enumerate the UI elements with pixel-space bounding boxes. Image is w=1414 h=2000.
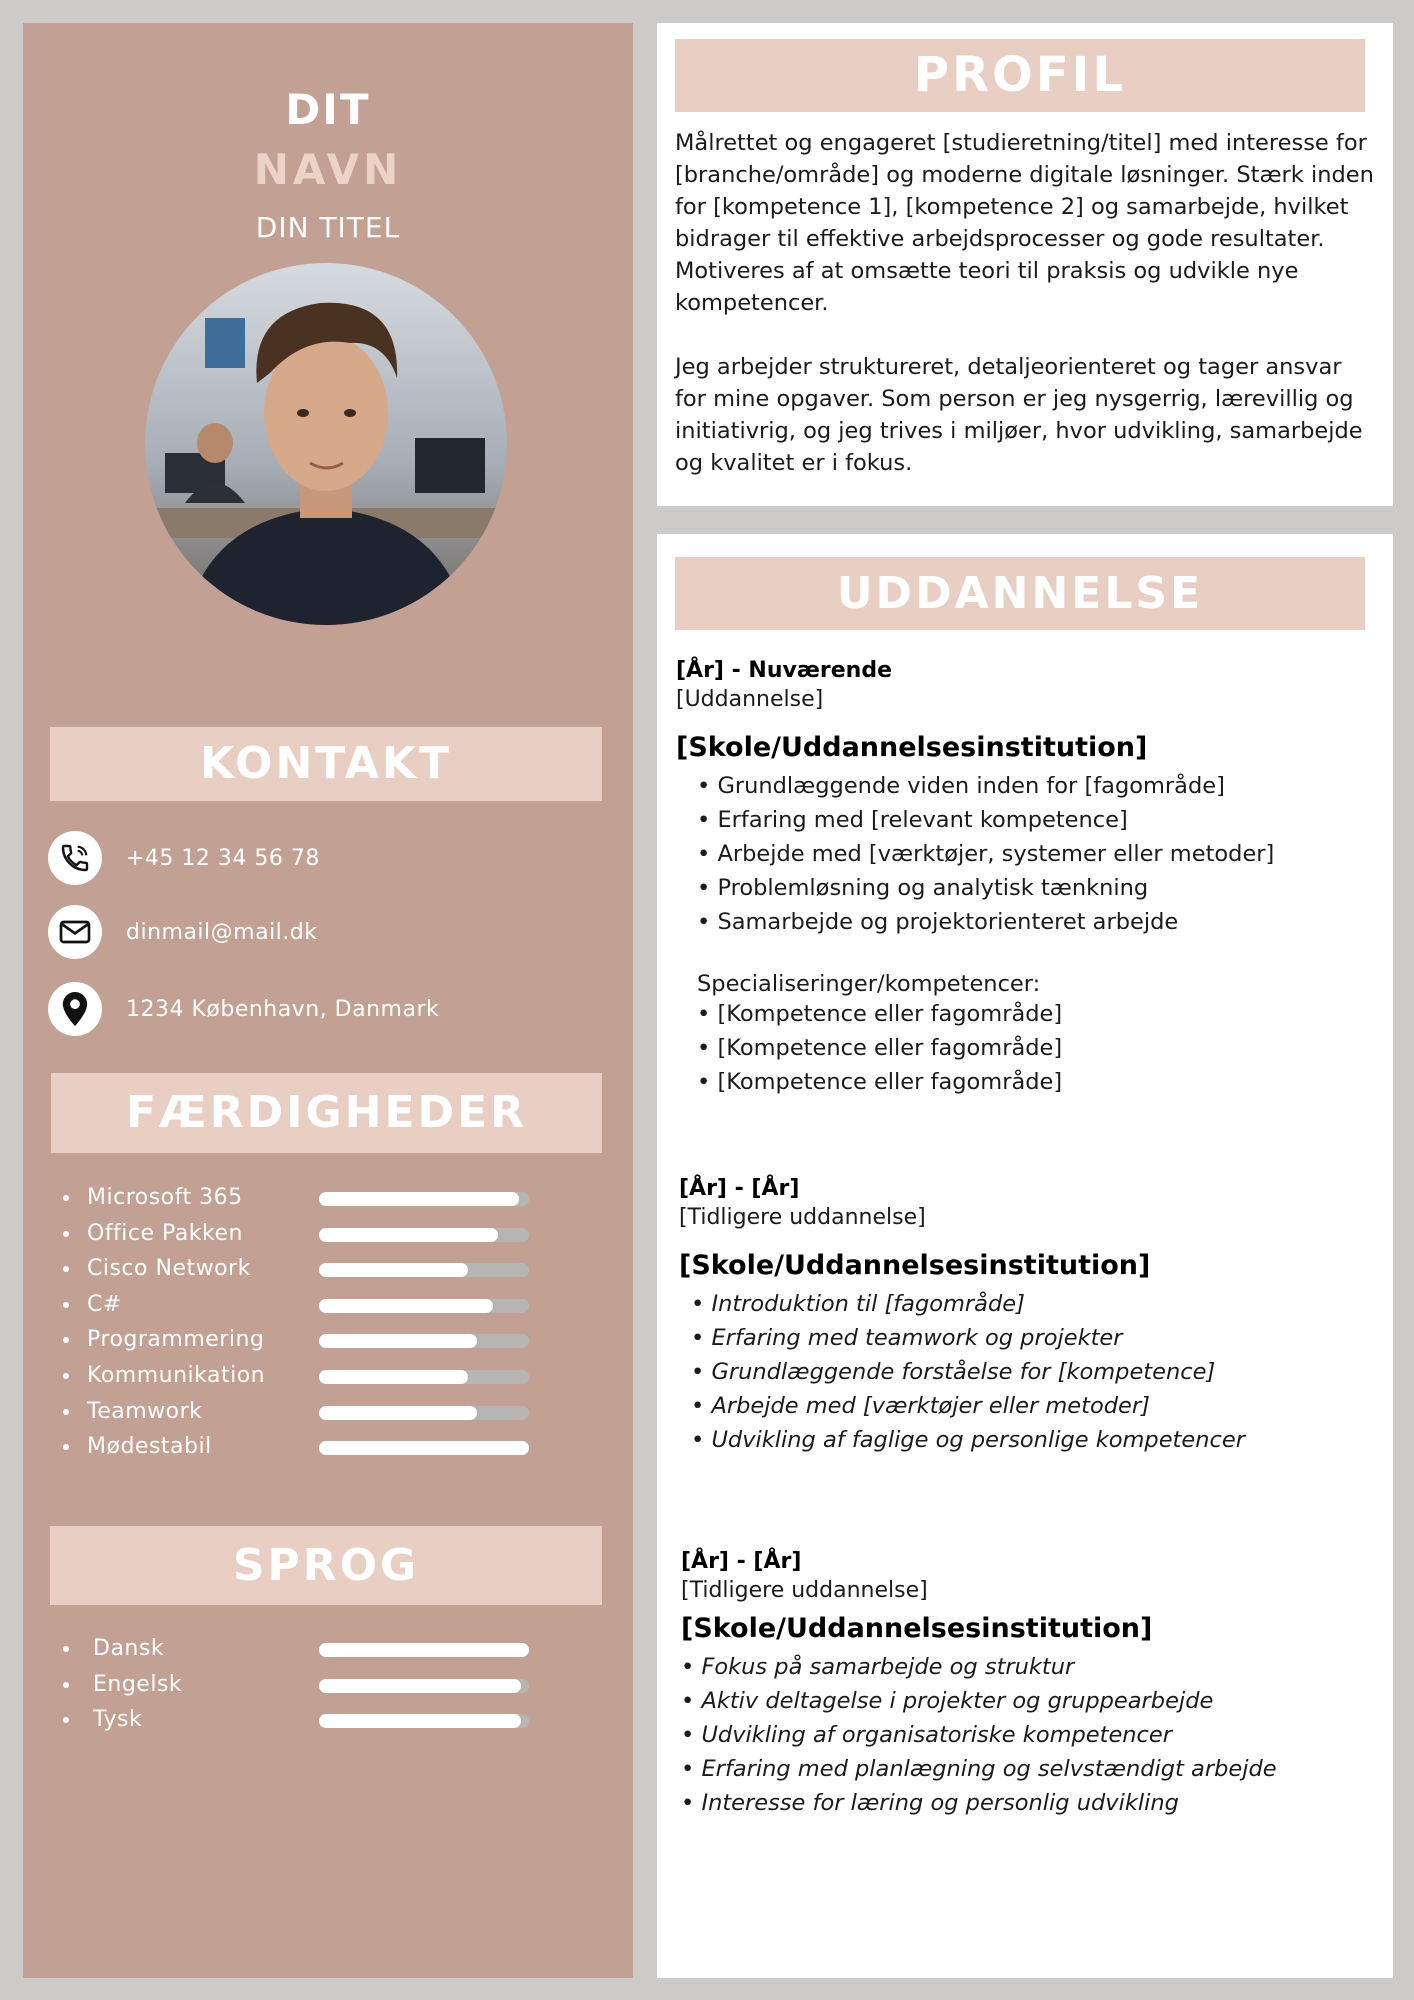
- language-row: [63, 1634, 543, 1664]
- list-item: • Samarbejde og projektorienteret arbejde: [697, 905, 1376, 939]
- skill-level-bar: [319, 1228, 529, 1242]
- list-item: • Grundlæggende viden inden for [fagområde]: [697, 769, 1376, 803]
- bullet-dot: [63, 1266, 69, 1272]
- profile-paragraph-2: Jeg arbejder struktureret, detaljeorienteret og tager ansvar for mine opgaver. Som person er jeg nysgerrig, lærevillig og initiativrig, og jeg trives i miljøer, hvor udvikling, samarbejde og kvalitet er i fokus.: [675, 354, 1363, 476]
- first-name: DIT: [285, 85, 371, 134]
- skill-label: Office Pakken: [87, 1220, 243, 1246]
- education-program: [Uddannelse]: [676, 687, 824, 712]
- skill-label: C#: [87, 1291, 122, 1317]
- list-item: • Erfaring med [relevant kompetence]: [697, 803, 1376, 837]
- skill-label: Programmering: [87, 1327, 265, 1353]
- list-item: • Fokus på samarbejde og struktur: [681, 1650, 1381, 1684]
- contact-phone-text: +45 12 34 56 78: [126, 845, 320, 871]
- language-level-bar: [319, 1714, 529, 1728]
- bullet-dot: [63, 1195, 69, 1201]
- skill-level-bar: [319, 1263, 529, 1277]
- contact-heading-band: [50, 727, 602, 801]
- language-level-bar: [319, 1679, 529, 1693]
- education-school: [Skole/Uddannelsesinstitution]: [676, 732, 1148, 763]
- language-level-fill: [319, 1643, 529, 1657]
- skill-label: Microsoft 365: [87, 1185, 243, 1210]
- skill-level-fill: [319, 1370, 468, 1384]
- language-label: Engelsk: [93, 1671, 183, 1697]
- skill-row: [63, 1254, 543, 1284]
- education-date: [År] - [År]: [681, 1549, 802, 1574]
- skill-row: [63, 1397, 543, 1427]
- contact-phone: [48, 830, 320, 886]
- bullet-dot: [63, 1646, 69, 1652]
- skill-row: [63, 1361, 543, 1391]
- list-item: • Problemløsning og analytisk tænkning: [697, 871, 1376, 905]
- profile-photo: [145, 263, 507, 625]
- skill-level-bar: [319, 1192, 529, 1206]
- skill-label: Mødestabil: [87, 1434, 212, 1460]
- contact-heading: KONTAKT: [199, 738, 453, 789]
- skill-level-fill: [319, 1299, 493, 1313]
- education-heading-band: [675, 557, 1365, 630]
- education-heading: UDDANNELSE: [836, 568, 1204, 619]
- education-date: [År] - Nuværende: [676, 658, 893, 683]
- bullet-dot: [63, 1682, 69, 1688]
- language-level-bar: [319, 1643, 529, 1657]
- bullet-dot: [63, 1302, 69, 1308]
- language-row: [63, 1670, 543, 1700]
- skill-level-fill: [319, 1228, 498, 1242]
- list-item: • Erfaring med teamwork og projekter: [691, 1321, 1379, 1355]
- bullet-dot: [63, 1717, 69, 1723]
- list-item: • Arbejde med [værktøjer eller metoder]: [691, 1389, 1379, 1423]
- skills-heading: FÆRDIGHEDER: [125, 1087, 528, 1138]
- skill-level-fill: [319, 1441, 529, 1455]
- language-label: Dansk: [93, 1636, 165, 1661]
- language-label: Tysk: [93, 1707, 143, 1733]
- specialization-bullets: [697, 997, 1376, 1099]
- last-name: NAVN: [253, 145, 403, 194]
- mail-icon: [48, 905, 102, 959]
- education-entry: [679, 1176, 1379, 1457]
- skills-heading-band: [51, 1073, 602, 1153]
- sidebar: [23, 23, 633, 1978]
- bullet-dot: [63, 1409, 69, 1415]
- skill-level-bar: [319, 1441, 529, 1455]
- skill-level-bar: [319, 1334, 529, 1348]
- job-title: DIN TITEL: [255, 211, 401, 244]
- list-item: • Udvikling af faglige og personlige kompetencer: [691, 1423, 1379, 1457]
- list-item: • Grundlæggende forståelse for [kompetence]: [691, 1355, 1379, 1389]
- education-school: [Skole/Uddannelsesinstitution]: [679, 1250, 1151, 1281]
- language-level-fill: [319, 1679, 521, 1693]
- specialization-label: Specialiseringer/kompetencer:: [697, 971, 1041, 997]
- education-date: [År] - [År]: [679, 1176, 800, 1201]
- education-program: [Tidligere uddannelse]: [681, 1578, 928, 1603]
- bullet-dot: [63, 1231, 69, 1237]
- language-row: [63, 1705, 543, 1735]
- skill-label: Teamwork: [87, 1398, 203, 1424]
- bullet-dot: [63, 1373, 69, 1379]
- education-program: [Tidligere uddannelse]: [679, 1205, 926, 1230]
- skill-row: [63, 1183, 543, 1213]
- contact-address: [48, 981, 439, 1037]
- education-entry: [676, 658, 1376, 1099]
- education-school: [Skole/Uddannelsesinstitution]: [681, 1613, 1153, 1644]
- list-item: • [Kompetence eller fagområde]: [697, 1031, 1376, 1065]
- skill-level-fill: [319, 1406, 477, 1420]
- list-item: • [Kompetence eller fagområde]: [697, 997, 1376, 1031]
- bullet-dot: [63, 1444, 69, 1450]
- list-item: • Aktiv deltagelse i projekter og gruppearbejde: [681, 1684, 1381, 1718]
- education-bullets: [691, 1287, 1379, 1457]
- list-item: • [Kompetence eller fagområde]: [697, 1065, 1376, 1099]
- bullet-dot: [63, 1337, 69, 1343]
- education-panel: [657, 534, 1393, 1978]
- contact-email-text: dinmail@mail.dk: [126, 919, 318, 945]
- skill-row: [63, 1219, 543, 1249]
- skill-level-fill: [319, 1334, 477, 1348]
- contact-address-text: 1234 København, Danmark: [126, 996, 440, 1022]
- list-item: • Interesse for læring og personlig udvikling: [681, 1786, 1381, 1820]
- list-item: • Udvikling af organisatoriske kompetencer: [681, 1718, 1381, 1752]
- skill-level-fill: [319, 1192, 519, 1206]
- list-item: • Erfaring med planlægning og selvstændigt arbejde: [681, 1752, 1381, 1786]
- skill-level-fill: [319, 1263, 468, 1277]
- education-bullets: [697, 769, 1376, 939]
- skill-label: Kommunikation: [87, 1363, 266, 1388]
- education-bullets: [681, 1650, 1381, 1820]
- skill-row: [63, 1325, 543, 1355]
- profile-heading: PROFIL: [913, 47, 1127, 103]
- phone-icon: [48, 831, 102, 885]
- languages-heading-band: [50, 1526, 602, 1605]
- skill-row: [63, 1432, 543, 1462]
- profile-paragraph-1: Målrettet og engageret [studieretning/titel] med interesse for [branche/område] og moderne digitale løsninger. Stærk inden for [kompetence 1], [kompetence 2] og samarbejde, hvilket bidrager til effektive arbejdsprocesser og gode resultater. Motiveres af at omsætte teori til praksis og udvikle nye kompetencer.: [675, 130, 1374, 316]
- profile-panel: [657, 23, 1393, 506]
- skill-row: [63, 1290, 543, 1320]
- skill-level-bar: [319, 1299, 529, 1313]
- skill-level-bar: [319, 1406, 529, 1420]
- language-level-fill: [319, 1714, 521, 1728]
- list-item: • Introduktion til [fagområde]: [691, 1287, 1379, 1321]
- profile-heading-band: [675, 39, 1365, 112]
- contact-email: [48, 904, 318, 960]
- education-entry: [681, 1549, 1381, 1820]
- skill-level-bar: [319, 1370, 529, 1384]
- location-pin-icon: [48, 982, 102, 1036]
- list-item: • Arbejde med [værktøjer, systemer eller metoder]: [697, 837, 1376, 871]
- languages-heading: SPROG: [232, 1540, 420, 1591]
- skill-label: Cisco Network: [87, 1256, 251, 1282]
